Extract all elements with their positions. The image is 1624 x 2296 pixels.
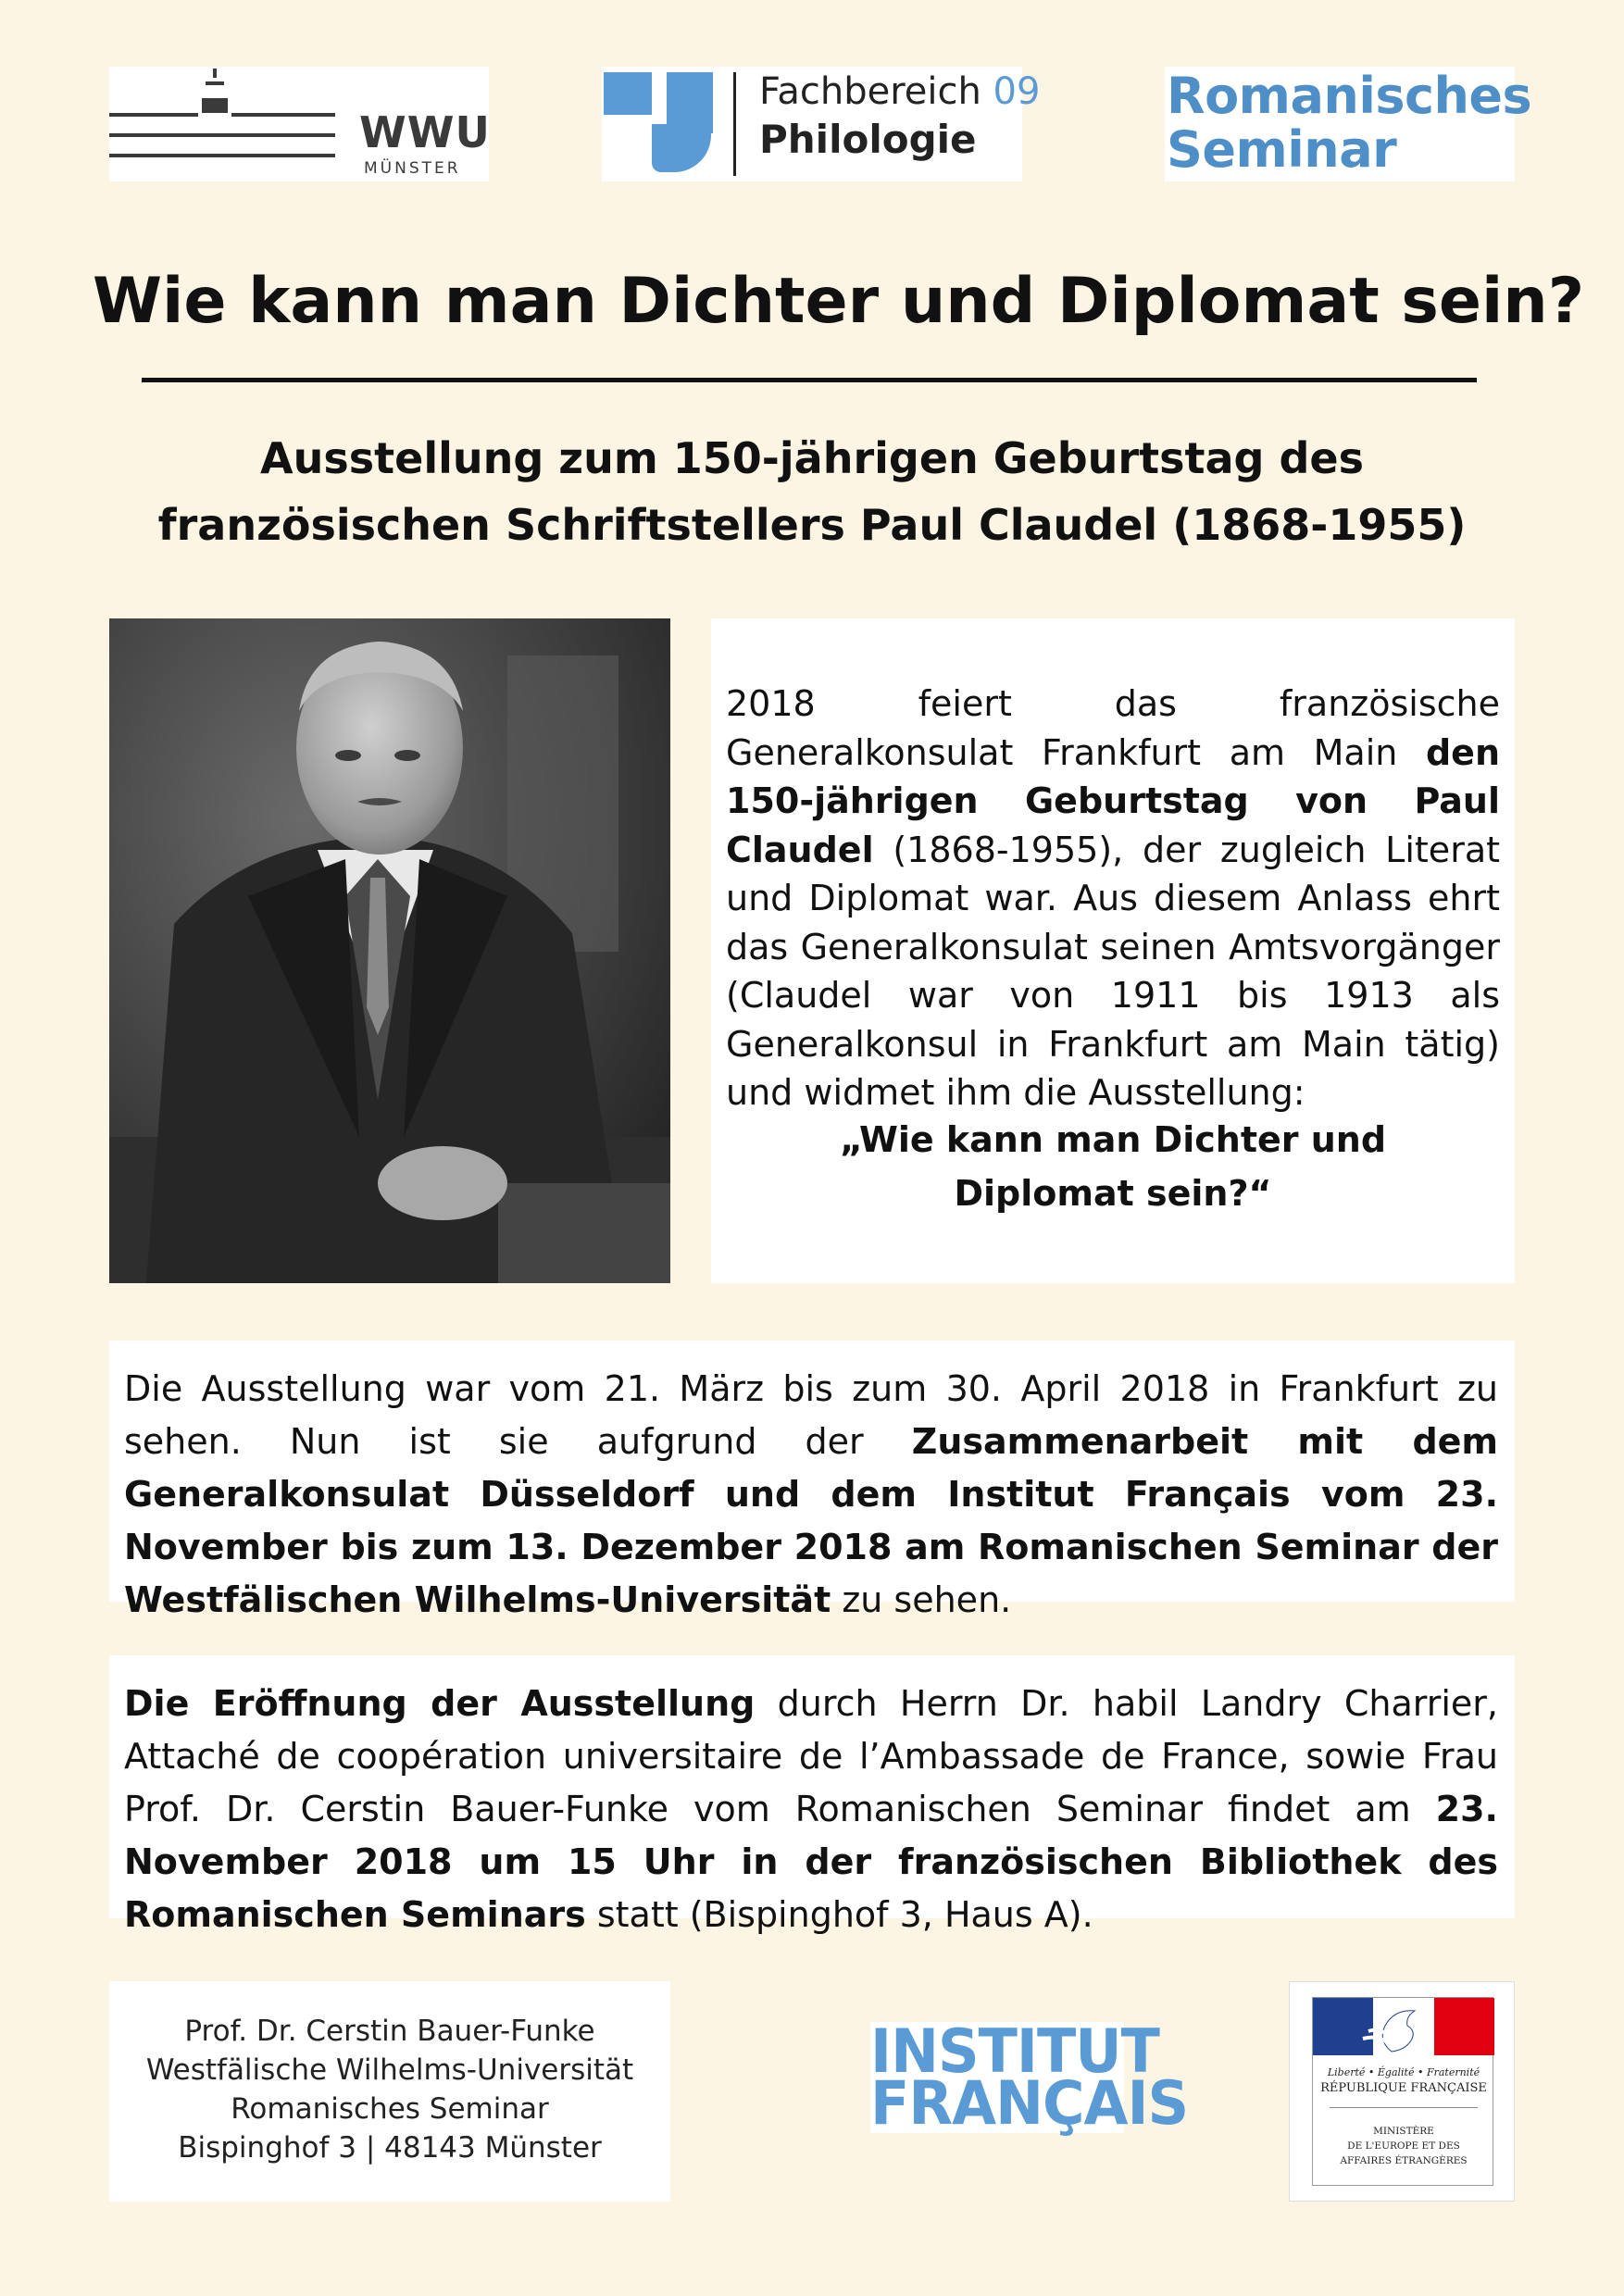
rs-logo-line1: Romanisches [1167, 67, 1532, 125]
opening-heading: Die Eröffnung der Ausstellung [124, 1683, 756, 1724]
marianne-icon [1350, 2003, 1452, 2055]
subtitle-line-1: Ausstellung zum 150-jährigen Geburtstag des [260, 433, 1364, 483]
exhibition-dates-box [109, 1341, 1515, 1620]
intro-paragraph: 2018 feiert das französische Generalkonsulat Frankfurt am Main den 150-jährigen Geburtstag von Paul Claudel (1868-1955), der zugleich Literat und Diplomat war. Aus diesem Anlass ehrt das Generalkonsulat seinen Amtsvorgänger (Claudel war von 1911 bis 1913 als Generalkonsul in Frankfurt am Main tätig) und widmet ihm die Ausstellung: [726, 683, 1500, 1113]
fachbereich-subject: Philologie [759, 117, 977, 162]
intro-box [711, 618, 1515, 1283]
contact-name: Prof. Dr. Cerstin Bauer-Funke [184, 2015, 595, 2048]
contact-address: Bispinghof 3 | 48143 Münster [178, 2131, 602, 2165]
institut-francais-logo: INSTITUT FRANÇAIS [870, 2015, 1189, 2139]
republique-francaise-logo [1289, 1981, 1515, 2202]
republique-motto: Liberté • Égalité • Fraternité [1327, 2066, 1480, 2078]
opening-box [109, 1655, 1515, 1935]
exhibition-quote: „Wie kann man Dichter und Diplomat sein?“ [839, 1119, 1387, 1214]
title-divider [142, 378, 1477, 382]
opening-paragraph: Die Eröffnung der Ausstellung durch Herrn Dr. habil Landry Charrier, Attaché de coopération universitaire de l’Ambassade de France, sowie Frau Prof. Dr. Cerstin Bauer-Funke vom Romanischen Seminar findet am 23. November 2018 um 15 Uhr in der französischen Bibliothek des Romanischen Seminars statt (Bispinghof 3, Haus A). [124, 1683, 1499, 1935]
romanisches-seminar-logo [1165, 67, 1532, 181]
page-title: Wie kann man Dichter und Diplomat sein? [93, 265, 1585, 338]
fachbereich-text: Fachbereich [759, 70, 981, 113]
fachbereich-mark-square-icon [604, 72, 652, 115]
rs-logo-line2: Seminar [1167, 120, 1397, 179]
opening-date-highlight: 23. November 2018 um 15 Uhr in der französischen Bibliothek des Romanischen Seminars [124, 1789, 1498, 1935]
republique-name: RÉPUBLIQUE FRANÇAISE [1320, 2081, 1487, 2095]
wwu-logo-name: WWU [359, 107, 491, 157]
contact-box [109, 1981, 670, 2202]
wwu-logo-subline: MÜNSTER [364, 159, 461, 178]
fachbereich-logo [602, 67, 1041, 181]
ministry-line-3: AFFAIRES ÉTRANGÈRES [1340, 2155, 1468, 2166]
subtitle-line-2: französischen Schriftstellers Paul Claudel (1868-1955) [157, 500, 1467, 550]
portrait-photo [109, 618, 670, 1283]
intro-highlight: den 150-jährigen Geburtstag von Paul Claudel [726, 731, 1500, 870]
contact-university: Westfälische Wilhelms-Universität [145, 2053, 634, 2087]
dates-highlight: Zusammenarbeit mit dem Generalkonsulat Düsseldorf und dem Institut Français vom 23. November bis zum 13. Dezember 2018 am Romanischen Seminar der Westfälischen Wilhelms-Universität [124, 1421, 1499, 1620]
ministry-line-2: DE L'EUROPE ET DES [1347, 2140, 1460, 2152]
fachbereich-number: 09 [993, 70, 1041, 113]
ministry-line-1: MINISTÈRE [1373, 2126, 1434, 2137]
contact-department: Romanisches Seminar [231, 2092, 549, 2126]
exhibition-dates-paragraph: Die Ausstellung war vom 21. März bis zum 30. April 2018 in Frankfurt zu sehen. Nun ist sie aufgrund der Zusammenarbeit mit dem Generalkonsulat Düsseldorf und dem Institut Français vom 23. November bis zum 13. Dezember 2018 am Romanischen Seminar der Westfälischen Wilhelms-Universität zu sehen. [124, 1368, 1499, 1620]
wwu-logo [109, 67, 489, 181]
